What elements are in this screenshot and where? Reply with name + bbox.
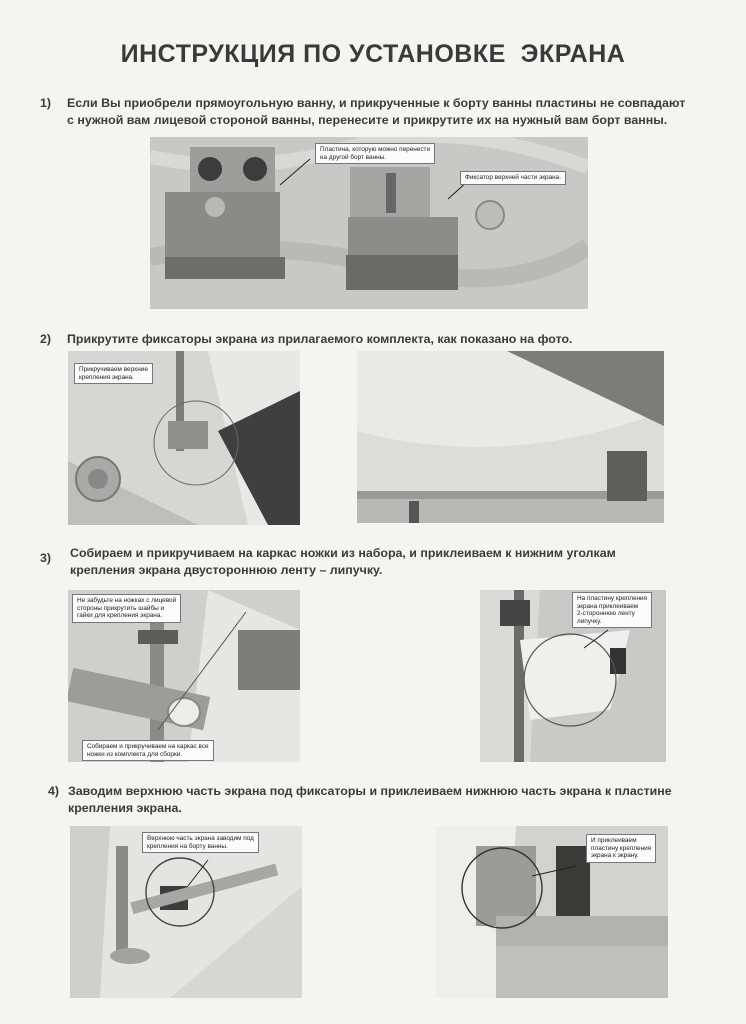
callout-legs: Собираем и прикручиваем на каркас все ножки из комплекта для сборки. — [82, 740, 214, 761]
page-title: ИНСТРУКЦИЯ ПО УСТАНОВКЕ ЭКРАНА — [120, 40, 626, 68]
step-text-line: Собираем и прикручиваем на каркас ножки из набора, и приклеиваем к нижним уголкам — [70, 546, 616, 560]
callout-washers: Не забудьте на ножках с лицевой стороны прикрутить шайбы и гайки для крепления экрана. — [72, 594, 181, 623]
step-number: 4) — [48, 784, 60, 798]
step-number: 3) — [40, 551, 52, 565]
step-number: 2) — [40, 332, 52, 346]
step-text-line: крепления экрана. — [68, 801, 182, 815]
callout-insert-top: Верхнюю часть экрана заводим под крепления на борту ванны. — [142, 832, 259, 853]
callout-screw-top: Прикручиваем верхние крепления экрана. — [74, 363, 153, 384]
photo-legs-assembled — [68, 590, 300, 762]
photo-screen-glued-bottom — [436, 826, 668, 998]
step-2 — [40, 331, 720, 349]
callout-plate: Пластина, которую можно перенести на другой борт ванны. — [315, 143, 435, 164]
callout-glue-bottom: И приклеиваем пластину крепления экрана к экрану. — [586, 834, 656, 863]
step-text-line: с нужной вам лицевой стороной ванны, перенесите и прикрутите их на нужный вам борт ванны. — [67, 113, 668, 127]
step-text-line: крепления экрана двустороннюю ленту – липучку. — [70, 563, 383, 577]
step-3 — [40, 545, 720, 581]
photo-tape-on-bracket — [480, 590, 666, 762]
callout-tape: На пластину крепления экрана приклеиваем 2-стороннюю ленту липучку. — [572, 592, 652, 628]
step-number: 1) — [40, 96, 52, 110]
photo-plates-and-fixator — [150, 137, 588, 309]
step-1 — [40, 95, 720, 131]
photo-screen-under-fixator — [70, 826, 302, 998]
callout-top-fixator: Фиксатор верхней части экрана. — [460, 171, 566, 185]
step-text-line: Если Вы приобрели прямоугольную ванну, и прикрученные к борту ванны пластины не совпадают — [67, 96, 686, 110]
step-text-line: Заводим верхнюю часть экрана под фиксаторы и приклеиваем нижнюю часть экрана к пластине — [68, 784, 672, 798]
step-4 — [40, 783, 730, 819]
photo-top-fixator-screwed — [68, 351, 300, 525]
photo-fixators-on-rim — [357, 351, 664, 523]
step-text-line: Прикрутите фиксаторы экрана из прилагаемого комплекта, как показано на фото. — [67, 332, 573, 346]
